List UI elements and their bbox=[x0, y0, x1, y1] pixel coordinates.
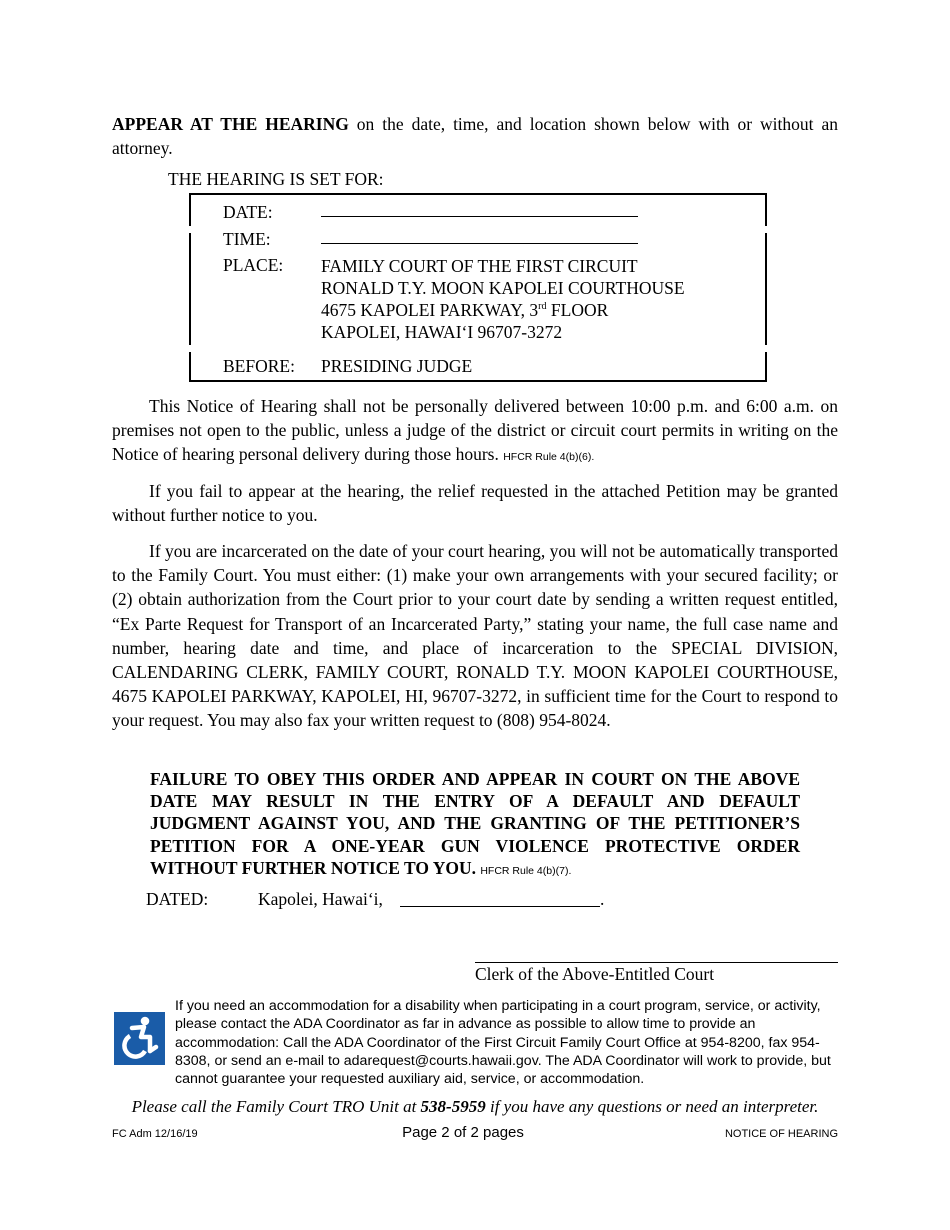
date-blank-line bbox=[321, 216, 638, 217]
time-blank-line bbox=[321, 243, 638, 244]
failure-warning bbox=[150, 768, 800, 882]
before-label: BEFORE: bbox=[223, 356, 295, 376]
page-number: Page 2 of 2 pages bbox=[402, 1124, 524, 1141]
place-line-3-ordinal: rd bbox=[538, 301, 547, 313]
place-line-3 bbox=[321, 299, 685, 321]
failure-warning-text: FAILURE TO OBEY THIS ORDER AND APPEAR IN COURT ON THE ABOVE DATE MAY RESULT IN THE ENTRY OF A DEFAULT AND DEFAULT JUDGMENT AGAINST YOU, AND THE GRANTING OF THE PETITIONER’S PETITION FOR A ONE-YEAR GUN VIOLENCE PROTECTIVE ORDER WITHOUT FURTHER NOTICE TO YOU. bbox=[150, 769, 800, 878]
delivery-rule-citation: HFCR Rule 4(b)(6). bbox=[503, 451, 595, 464]
box-border-gap bbox=[187, 226, 193, 233]
signature-line bbox=[475, 962, 838, 963]
delivery-text: This Notice of Hearing shall not be personally delivered between 10:00 p.m. and 6:00 a.m. on premises not open to the public, unless a judge of the district or circuit court permits in writing on the Notice of hearing personal delivery during those hours. bbox=[112, 396, 838, 465]
form-number: FC Adm 12/16/19 bbox=[112, 1128, 198, 1140]
clerk-signature-label: Clerk of the Above-Entitled Court bbox=[475, 964, 715, 984]
dated-label: DATED: bbox=[146, 889, 209, 909]
box-border-gap bbox=[187, 345, 193, 352]
accessibility-icon bbox=[114, 1012, 165, 1065]
tro-unit-call-line bbox=[0, 1097, 950, 1117]
box-border-gap bbox=[763, 345, 769, 352]
place-line-3-text: 4675 KAPOLEI PARKWAY, 3 bbox=[321, 300, 539, 320]
place-line-2: RONALD T.Y. MOON KAPOLEI COURTHOUSE bbox=[321, 278, 685, 298]
call-text-pre: Please call the Family Court TRO Unit at bbox=[131, 1097, 421, 1116]
incarcerated-paragraph: If you are incarcerated on the date of your court hearing, you will not be automatically transported to the Family Court. You must either: (1) make your own arrangements with your secured facility; or (2) obtain authorization from the Court prior to your court date by sending a written request entitled, “Ex Parte Request for Transport of an Incarcerated Party,” stating your name, the full case name and number, hearing date and time, and place of incarceration to the SPECIAL DIVISION, CALENDARING CLERK, FAMILY COURT, RONALD T.Y. MOON KAPOLEI COURTHOUSE, 4675 KAPOLEI PARKWAY, KAPOLEI, HI, 96707-3272, in sufficient time for the Court to respond to your request. You may also fax your written request to (808) 954-8024. bbox=[112, 541, 838, 731]
intro-text: on the date, time, and location shown below with or without an attorney. bbox=[112, 114, 838, 159]
dated-period: . bbox=[600, 889, 605, 909]
hearing-set-for-heading: THE HEARING IS SET FOR: bbox=[168, 169, 384, 189]
time-label: TIME: bbox=[223, 229, 271, 249]
before-value: PRESIDING JUDGE bbox=[321, 356, 473, 376]
intro-paragraph bbox=[112, 112, 838, 160]
place-line-4: KAPOLEI, HAWAI‘I 96707-3272 bbox=[321, 322, 563, 342]
place-label: PLACE: bbox=[223, 255, 284, 275]
warning-rule-citation: HFCR Rule 4(b)(7). bbox=[480, 864, 572, 877]
ada-notice: If you need an accommodation for a disability when participating in a court program, service, or activity, please contact the ADA Coordinator as far in advance as possible to allow time to provide an accommodation: Call the ADA Coordinator of the First Circuit Family Court Office at 954-8200, fax 954-8308, or send an e-mail to adarequest@courts.hawaii.gov. The ADA Coordinator will work to provide, but cannot guarantee your requested auxiliary aid, service, or accommodation. bbox=[175, 998, 831, 1088]
place-line-3-floor: FLOOR bbox=[546, 300, 609, 320]
intro-bold-lead: APPEAR AT THE HEARING bbox=[112, 114, 349, 134]
dated-place: Kapolei, Hawai‘i, bbox=[258, 889, 383, 909]
delivery-paragraph bbox=[112, 394, 838, 470]
tro-phone-number: 538-5959 bbox=[420, 1097, 486, 1116]
dated-blank-line bbox=[400, 906, 600, 907]
fail-to-appear-paragraph: If you fail to appear at the hearing, the relief requested in the attached Petition may be granted without further notice to you. bbox=[112, 481, 838, 526]
date-label: DATE: bbox=[223, 202, 273, 222]
box-border-gap bbox=[763, 226, 769, 233]
document-title: NOTICE OF HEARING bbox=[724, 1128, 838, 1140]
place-line-1: FAMILY COURT OF THE FIRST CIRCUIT bbox=[321, 256, 638, 276]
call-text-post: if you have any questions or need an interpreter. bbox=[485, 1097, 819, 1116]
place-address bbox=[321, 255, 685, 343]
